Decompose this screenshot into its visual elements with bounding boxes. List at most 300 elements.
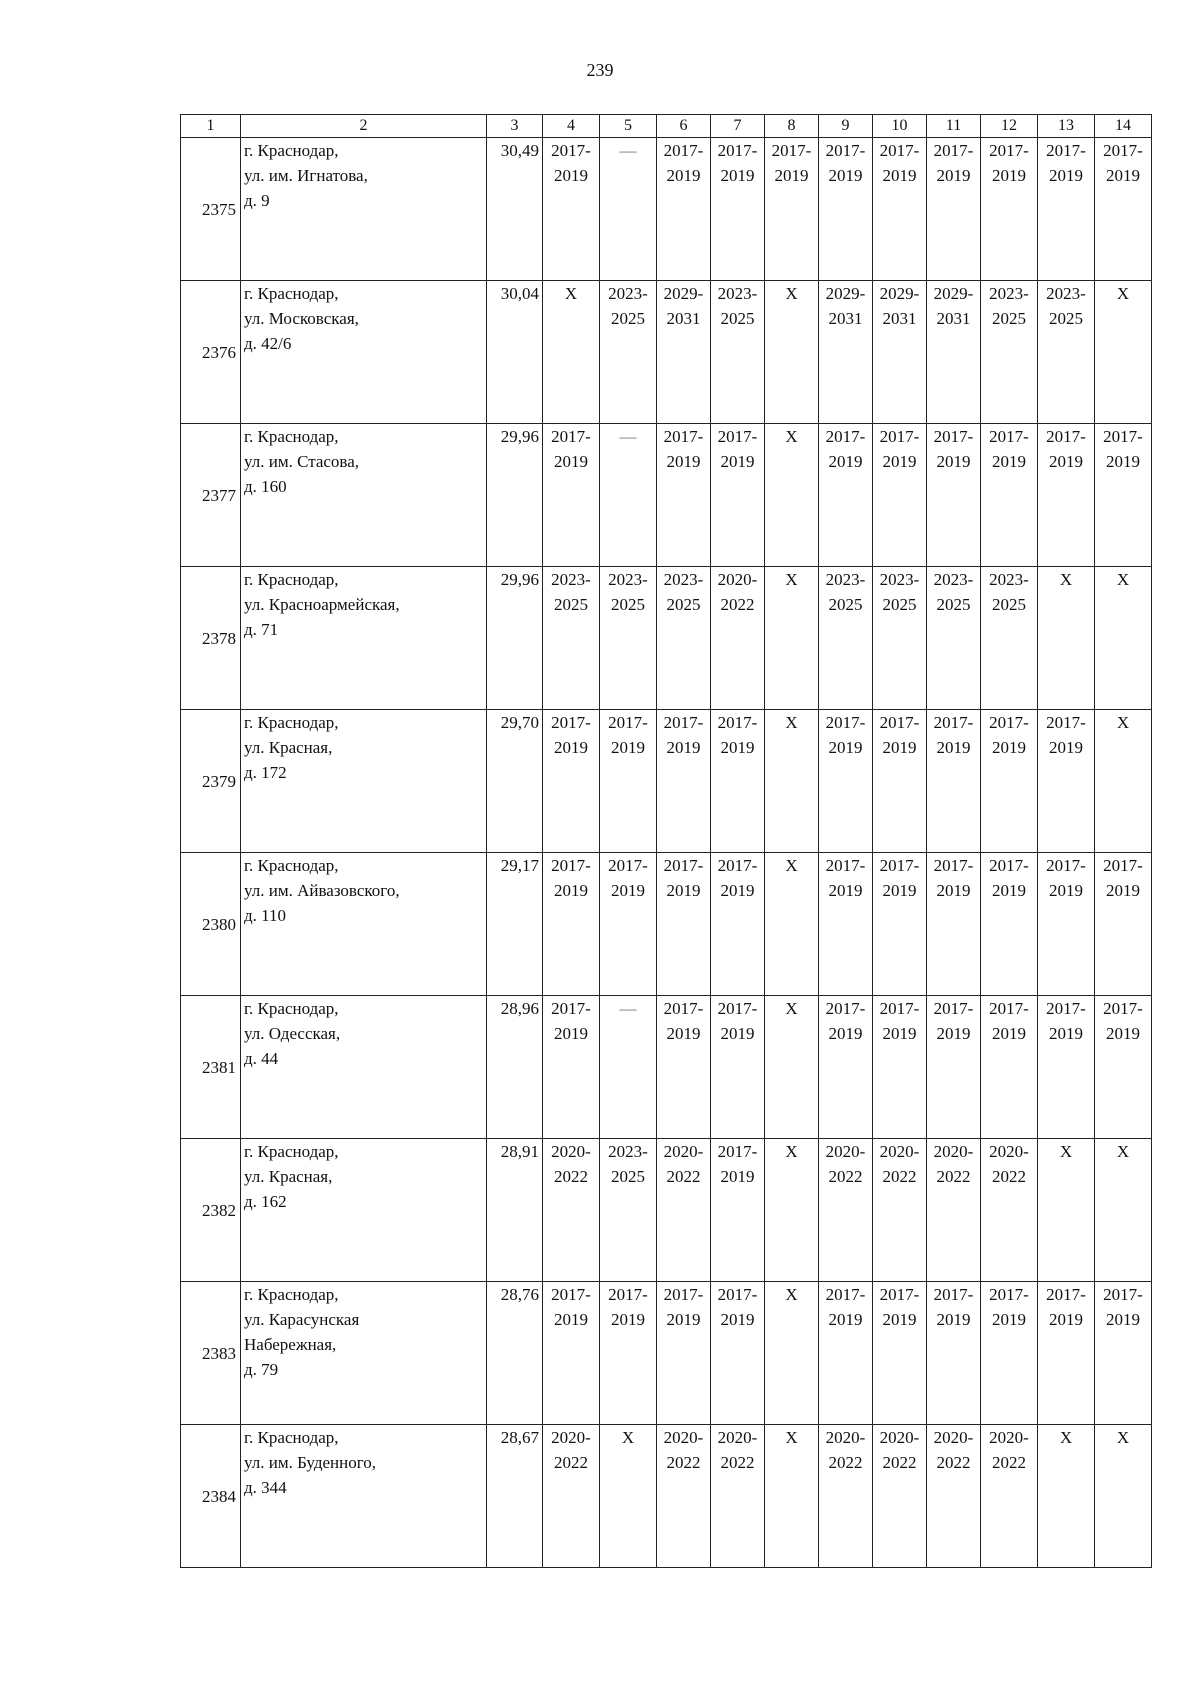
address-cell bbox=[241, 996, 487, 1139]
period-line: 2017- bbox=[825, 713, 866, 732]
period-cell-col-11 bbox=[927, 1282, 981, 1425]
period-line: 2017- bbox=[717, 1285, 758, 1304]
period-line: 2017- bbox=[717, 856, 758, 875]
period-cell-col-14 bbox=[1095, 138, 1152, 281]
period-line: 2022 bbox=[554, 1167, 588, 1186]
period-line: 2031 bbox=[882, 309, 917, 328]
period-line: 2017- bbox=[771, 141, 812, 160]
period-cell-col-5 bbox=[600, 567, 657, 710]
period-cell-col-8 bbox=[765, 1425, 819, 1568]
period-line: 2019 bbox=[882, 1024, 917, 1043]
period-cell-col-4 bbox=[543, 1282, 600, 1425]
period-line: — bbox=[619, 141, 637, 160]
period-cell-col-14 bbox=[1095, 1282, 1152, 1425]
period-line: 2020- bbox=[717, 570, 758, 589]
period-line: 2019 bbox=[720, 881, 755, 900]
address-line: д. 110 bbox=[244, 906, 287, 925]
area-cell: 28,76 bbox=[487, 1282, 543, 1425]
address-line: д. 172 bbox=[244, 763, 287, 782]
period-line: Х bbox=[564, 284, 578, 303]
period-cell-col-6 bbox=[657, 138, 711, 281]
period-cell-col-14 bbox=[1095, 567, 1152, 710]
period-cell-col-9 bbox=[819, 710, 873, 853]
period-line: 2017- bbox=[1103, 999, 1143, 1018]
area-cell: 28,91 bbox=[487, 1139, 543, 1282]
period-line: 2019 bbox=[992, 738, 1026, 757]
area-cell: 29,17 bbox=[487, 853, 543, 996]
period-line: 2017- bbox=[825, 999, 866, 1018]
address-line: д. 162 bbox=[244, 1192, 287, 1211]
period-cell-col-13 bbox=[1038, 1282, 1095, 1425]
period-line: 2029- bbox=[879, 284, 920, 303]
period-line: Х bbox=[785, 999, 798, 1018]
period-line: 2019 bbox=[554, 1024, 588, 1043]
period-cell-col-6 bbox=[657, 710, 711, 853]
column-header-6: 6 bbox=[657, 115, 711, 138]
period-cell-col-9 bbox=[819, 138, 873, 281]
address-line: Набережная, bbox=[244, 1335, 337, 1354]
row-number: 2375 bbox=[181, 138, 241, 281]
period-line: 2017- bbox=[551, 141, 591, 160]
period-line: 2031 bbox=[936, 309, 971, 328]
period-cell-col-7 bbox=[711, 567, 765, 710]
period-line: 2019 bbox=[611, 1310, 645, 1329]
period-cell-col-14 bbox=[1095, 996, 1152, 1139]
period-line: 2022 bbox=[554, 1453, 588, 1472]
period-line: 2019 bbox=[1049, 881, 1083, 900]
period-line: 2019 bbox=[666, 881, 701, 900]
period-line: 2029- bbox=[933, 284, 974, 303]
period-line: 2017- bbox=[1046, 999, 1086, 1018]
period-line: 2025 bbox=[882, 595, 917, 614]
period-line: 2019 bbox=[1049, 738, 1083, 757]
period-line: 2019 bbox=[936, 166, 971, 185]
address-line: ул. Карасунская bbox=[244, 1310, 360, 1329]
period-line: 2019 bbox=[882, 452, 917, 471]
period-line: 2025 bbox=[611, 595, 645, 614]
period-line: 2029- bbox=[663, 284, 704, 303]
period-cell-col-14 bbox=[1095, 710, 1152, 853]
period-line: 2017- bbox=[551, 856, 591, 875]
period-cell-col-5 bbox=[600, 1139, 657, 1282]
table-row bbox=[181, 710, 1152, 853]
address-line: ул. Красноармейская, bbox=[244, 595, 400, 614]
period-line: 2023- bbox=[663, 570, 704, 589]
period-cell-col-12 bbox=[981, 710, 1038, 853]
period-line: 2023- bbox=[989, 284, 1029, 303]
address-cell bbox=[241, 1139, 487, 1282]
period-line: 2017- bbox=[1046, 141, 1086, 160]
period-cell-col-13 bbox=[1038, 567, 1095, 710]
period-cell-col-8 bbox=[765, 853, 819, 996]
period-cell-col-6 bbox=[657, 1282, 711, 1425]
period-line: 2022 bbox=[992, 1167, 1026, 1186]
address-line: д. 344 bbox=[244, 1478, 287, 1497]
address-line: г. Краснодар, bbox=[244, 141, 339, 160]
period-line: 2019 bbox=[611, 881, 645, 900]
period-line: 2017- bbox=[551, 427, 591, 446]
period-line: 2019 bbox=[1049, 1310, 1083, 1329]
period-line: 2019 bbox=[882, 1310, 917, 1329]
period-line: 2017- bbox=[825, 1285, 866, 1304]
address-line: ул. им. Игнатова, bbox=[244, 166, 368, 185]
period-line: 2019 bbox=[720, 738, 755, 757]
area-cell: 28,67 bbox=[487, 1425, 543, 1568]
period-cell-col-10 bbox=[873, 281, 927, 424]
period-line: 2019 bbox=[554, 1310, 588, 1329]
period-line: 2022 bbox=[720, 595, 755, 614]
period-cell-col-13 bbox=[1038, 138, 1095, 281]
table-row bbox=[181, 1139, 1152, 1282]
period-cell-col-5 bbox=[600, 853, 657, 996]
period-cell-col-5 bbox=[600, 710, 657, 853]
period-line: 2017- bbox=[663, 141, 704, 160]
period-cell-col-11 bbox=[927, 996, 981, 1139]
period-cell-col-8 bbox=[765, 710, 819, 853]
table-row bbox=[181, 853, 1152, 996]
period-line: 2023- bbox=[825, 570, 866, 589]
period-line: 2019 bbox=[666, 738, 701, 757]
period-line: 2020- bbox=[989, 1428, 1029, 1447]
period-cell-col-11 bbox=[927, 853, 981, 996]
table-row bbox=[181, 1425, 1152, 1568]
address-cell bbox=[241, 710, 487, 853]
period-line: Х bbox=[621, 1428, 635, 1447]
period-cell-col-7 bbox=[711, 1282, 765, 1425]
period-line: 2017- bbox=[879, 713, 920, 732]
period-line: 2020- bbox=[551, 1428, 591, 1447]
address-line: г. Краснодар, bbox=[244, 427, 339, 446]
period-line: 2017- bbox=[933, 427, 974, 446]
period-cell-col-9 bbox=[819, 281, 873, 424]
period-line: 2017- bbox=[989, 713, 1029, 732]
period-line: 2019 bbox=[828, 881, 863, 900]
period-line: 2019 bbox=[720, 452, 755, 471]
period-line: 2017- bbox=[879, 999, 920, 1018]
period-cell-col-5 bbox=[600, 138, 657, 281]
period-cell-col-4 bbox=[543, 996, 600, 1139]
period-cell-col-11 bbox=[927, 567, 981, 710]
address-cell bbox=[241, 1282, 487, 1425]
period-line: 2019 bbox=[992, 881, 1026, 900]
period-line: 2017- bbox=[608, 713, 648, 732]
period-cell-col-7 bbox=[711, 996, 765, 1139]
period-line: 2019 bbox=[554, 881, 588, 900]
period-line: 2017- bbox=[717, 713, 758, 732]
period-cell-col-5 bbox=[600, 996, 657, 1139]
period-line: 2017- bbox=[989, 856, 1029, 875]
period-line: 2020- bbox=[989, 1142, 1029, 1161]
period-cell-col-6 bbox=[657, 567, 711, 710]
address-line: д. 79 bbox=[244, 1360, 279, 1379]
period-line: 2023- bbox=[608, 570, 648, 589]
period-line: 2023- bbox=[879, 570, 920, 589]
period-line: 2020- bbox=[933, 1428, 974, 1447]
period-cell-col-4 bbox=[543, 710, 600, 853]
row-number: 2381 bbox=[181, 996, 241, 1139]
period-line: Х bbox=[785, 570, 798, 589]
address-cell bbox=[241, 853, 487, 996]
address-line: ул. Одесская, bbox=[244, 1024, 341, 1043]
period-line: 2017- bbox=[989, 1285, 1029, 1304]
address-cell bbox=[241, 567, 487, 710]
period-line: 2019 bbox=[1106, 881, 1140, 900]
area-cell: 29,96 bbox=[487, 567, 543, 710]
row-number: 2378 bbox=[181, 567, 241, 710]
row-number: 2383 bbox=[181, 1282, 241, 1425]
period-line: 2017- bbox=[1103, 427, 1143, 446]
period-line: 2020- bbox=[825, 1142, 866, 1161]
period-line: 2019 bbox=[992, 452, 1026, 471]
period-line: 2025 bbox=[828, 595, 863, 614]
period-line: 2022 bbox=[936, 1453, 971, 1472]
period-line: 2019 bbox=[554, 738, 588, 757]
period-line: 2017- bbox=[663, 856, 704, 875]
area-cell: 30,04 bbox=[487, 281, 543, 424]
address-line: д. 9 bbox=[244, 191, 270, 210]
page-number: 239 bbox=[586, 60, 614, 80]
period-line: 2019 bbox=[828, 166, 863, 185]
period-line: 2017- bbox=[825, 141, 866, 160]
area-cell: 30,49 bbox=[487, 138, 543, 281]
period-line: 2025 bbox=[611, 309, 645, 328]
address-line: г. Краснодар, bbox=[244, 284, 339, 303]
period-cell-col-6 bbox=[657, 281, 711, 424]
column-header-8: 8 bbox=[765, 115, 819, 138]
period-line: 2020- bbox=[879, 1428, 920, 1447]
period-cell-col-9 bbox=[819, 853, 873, 996]
row-number: 2379 bbox=[181, 710, 241, 853]
period-cell-col-8 bbox=[765, 138, 819, 281]
period-line: 2017- bbox=[717, 999, 758, 1018]
period-cell-col-7 bbox=[711, 424, 765, 567]
period-line: 2019 bbox=[1106, 166, 1140, 185]
period-cell-col-6 bbox=[657, 1425, 711, 1568]
period-line: 2017- bbox=[989, 999, 1029, 1018]
period-cell-col-9 bbox=[819, 1282, 873, 1425]
period-cell-col-8 bbox=[765, 281, 819, 424]
period-cell-col-11 bbox=[927, 710, 981, 853]
period-line: 2019 bbox=[774, 166, 809, 185]
period-line: 2022 bbox=[992, 1453, 1026, 1472]
address-line: д. 71 bbox=[244, 620, 279, 639]
header-row bbox=[181, 115, 1152, 138]
period-cell-col-4 bbox=[543, 1139, 600, 1282]
period-line: 2022 bbox=[666, 1167, 701, 1186]
period-line: 2023- bbox=[933, 570, 974, 589]
period-cell-col-13 bbox=[1038, 710, 1095, 853]
period-line: 2025 bbox=[720, 309, 755, 328]
period-line: 2025 bbox=[1049, 309, 1083, 328]
period-line: 2025 bbox=[992, 309, 1026, 328]
period-line: 2017- bbox=[933, 856, 974, 875]
period-line: 2019 bbox=[992, 1310, 1026, 1329]
period-line: 2019 bbox=[1049, 1024, 1083, 1043]
row-number: 2384 bbox=[181, 1425, 241, 1568]
address-cell bbox=[241, 1425, 487, 1568]
period-line: 2023- bbox=[989, 570, 1029, 589]
address-line: ул. им. Буденного, bbox=[244, 1453, 377, 1472]
period-line: 2017- bbox=[551, 713, 591, 732]
period-line: 2017- bbox=[989, 427, 1029, 446]
period-line: 2017- bbox=[879, 856, 920, 875]
period-line: 2019 bbox=[720, 1024, 755, 1043]
period-line: 2019 bbox=[666, 1024, 701, 1043]
period-line: 2019 bbox=[720, 166, 755, 185]
period-line: 2019 bbox=[1049, 166, 1083, 185]
period-line: 2022 bbox=[882, 1167, 917, 1186]
period-cell-col-10 bbox=[873, 996, 927, 1139]
table-row bbox=[181, 996, 1152, 1139]
period-line: 2017- bbox=[1046, 1285, 1086, 1304]
period-line: Х bbox=[1116, 713, 1130, 732]
period-line: 2019 bbox=[720, 1167, 755, 1186]
period-cell-col-10 bbox=[873, 853, 927, 996]
period-line: 2022 bbox=[666, 1453, 701, 1472]
period-line: 2017- bbox=[717, 1142, 758, 1161]
period-line: 2019 bbox=[936, 452, 971, 471]
address-line: г. Краснодар, bbox=[244, 999, 339, 1018]
table-row bbox=[181, 567, 1152, 710]
period-line: 2017- bbox=[879, 141, 920, 160]
period-line: 2019 bbox=[882, 166, 917, 185]
period-cell-col-12 bbox=[981, 1425, 1038, 1568]
period-line: 2020- bbox=[825, 1428, 866, 1447]
period-line: 2020- bbox=[663, 1142, 704, 1161]
period-cell-col-10 bbox=[873, 1282, 927, 1425]
period-line: Х bbox=[1116, 570, 1130, 589]
repair-schedule-table bbox=[180, 114, 1152, 1568]
period-line: 2017- bbox=[825, 856, 866, 875]
address-line: д. 44 bbox=[244, 1049, 279, 1068]
period-cell-col-7 bbox=[711, 1425, 765, 1568]
period-cell-col-12 bbox=[981, 996, 1038, 1139]
period-line: 2017- bbox=[663, 713, 704, 732]
period-line: 2017- bbox=[825, 427, 866, 446]
period-cell-col-4 bbox=[543, 1425, 600, 1568]
period-line: 2019 bbox=[828, 1310, 863, 1329]
period-cell-col-5 bbox=[600, 1425, 657, 1568]
column-header-1: 1 bbox=[181, 115, 241, 138]
period-line: 2019 bbox=[666, 1310, 701, 1329]
period-cell-col-14 bbox=[1095, 281, 1152, 424]
period-line: Х bbox=[1059, 1142, 1073, 1161]
period-line: Х bbox=[1116, 284, 1130, 303]
period-line: 2020- bbox=[879, 1142, 920, 1161]
period-cell-col-5 bbox=[600, 281, 657, 424]
period-line: 2019 bbox=[936, 881, 971, 900]
period-cell-col-4 bbox=[543, 281, 600, 424]
period-cell-col-8 bbox=[765, 424, 819, 567]
period-cell-col-7 bbox=[711, 1139, 765, 1282]
column-header-10: 10 bbox=[873, 115, 927, 138]
period-line: Х bbox=[785, 1142, 798, 1161]
period-cell-col-13 bbox=[1038, 281, 1095, 424]
period-cell-col-11 bbox=[927, 138, 981, 281]
period-line: 2022 bbox=[720, 1453, 755, 1472]
address-line: ул. Красная, bbox=[244, 738, 333, 757]
period-line: 2017- bbox=[933, 141, 974, 160]
period-line: 2019 bbox=[1106, 1310, 1140, 1329]
period-line: 2017- bbox=[608, 856, 648, 875]
address-line: д. 42/6 bbox=[244, 334, 292, 353]
period-cell-col-4 bbox=[543, 853, 600, 996]
period-line: Х bbox=[785, 1285, 798, 1304]
address-line: г. Краснодар, bbox=[244, 856, 339, 875]
period-line: 2022 bbox=[828, 1167, 863, 1186]
period-line: 2017- bbox=[933, 1285, 974, 1304]
period-line: 2017- bbox=[1046, 856, 1086, 875]
period-cell-col-4 bbox=[543, 138, 600, 281]
period-cell-col-12 bbox=[981, 424, 1038, 567]
period-cell-col-12 bbox=[981, 853, 1038, 996]
period-cell-col-12 bbox=[981, 567, 1038, 710]
period-cell-col-8 bbox=[765, 1282, 819, 1425]
address-line: г. Краснодар, bbox=[244, 1428, 339, 1447]
period-cell-col-5 bbox=[600, 424, 657, 567]
period-line: Х bbox=[1116, 1142, 1130, 1161]
period-cell-col-11 bbox=[927, 281, 981, 424]
period-cell-col-9 bbox=[819, 567, 873, 710]
period-line: 2019 bbox=[720, 1310, 755, 1329]
period-cell-col-12 bbox=[981, 138, 1038, 281]
period-line: 2020- bbox=[663, 1428, 704, 1447]
period-cell-col-6 bbox=[657, 996, 711, 1139]
row-number: 2377 bbox=[181, 424, 241, 567]
column-header-11: 11 bbox=[927, 115, 981, 138]
period-cell-col-4 bbox=[543, 424, 600, 567]
period-line: 2019 bbox=[936, 1310, 971, 1329]
period-line: 2023- bbox=[608, 284, 648, 303]
period-cell-col-12 bbox=[981, 1282, 1038, 1425]
address-line: ул. Красная, bbox=[244, 1167, 333, 1186]
period-cell-col-13 bbox=[1038, 1139, 1095, 1282]
period-cell-col-4 bbox=[543, 567, 600, 710]
period-cell-col-9 bbox=[819, 1139, 873, 1282]
period-cell-col-12 bbox=[981, 1139, 1038, 1282]
period-line: 2025 bbox=[554, 595, 588, 614]
period-line: Х bbox=[1059, 570, 1073, 589]
column-header-9: 9 bbox=[819, 115, 873, 138]
period-cell-col-8 bbox=[765, 1139, 819, 1282]
period-cell-col-11 bbox=[927, 1139, 981, 1282]
period-line: 2017- bbox=[989, 141, 1029, 160]
period-line: Х bbox=[1059, 1428, 1073, 1447]
period-line: 2019 bbox=[666, 452, 701, 471]
period-cell-col-7 bbox=[711, 138, 765, 281]
address-cell bbox=[241, 138, 487, 281]
period-cell-col-9 bbox=[819, 1425, 873, 1568]
period-line: 2022 bbox=[828, 1453, 863, 1472]
area-cell: 28,96 bbox=[487, 996, 543, 1139]
period-line: 2017- bbox=[717, 141, 758, 160]
period-line: 2019 bbox=[828, 452, 863, 471]
period-line: 2017- bbox=[663, 1285, 704, 1304]
period-line: 2019 bbox=[611, 738, 645, 757]
period-line: 2023- bbox=[1046, 284, 1086, 303]
period-line: 2019 bbox=[828, 738, 863, 757]
column-header-14: 14 bbox=[1095, 115, 1152, 138]
period-line: 2017- bbox=[933, 999, 974, 1018]
period-line: 2017- bbox=[879, 427, 920, 446]
period-line: 2019 bbox=[666, 166, 701, 185]
period-cell-col-10 bbox=[873, 424, 927, 567]
period-line: 2019 bbox=[992, 166, 1026, 185]
period-line: 2029- bbox=[825, 284, 866, 303]
period-line: 2031 bbox=[666, 309, 701, 328]
period-line: 2019 bbox=[992, 1024, 1026, 1043]
column-header-12: 12 bbox=[981, 115, 1038, 138]
